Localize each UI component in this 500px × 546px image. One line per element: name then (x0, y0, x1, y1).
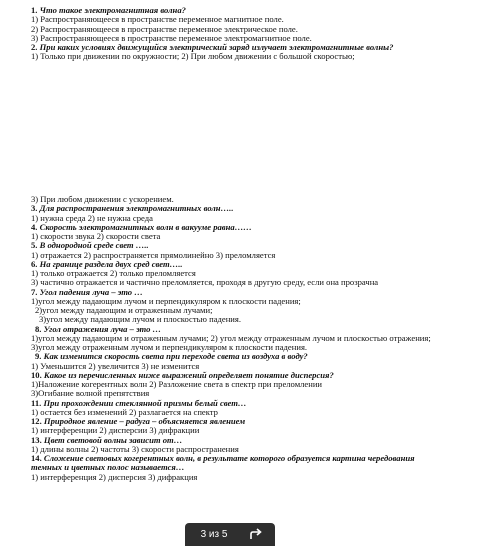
answer-line (31, 445, 494, 454)
question-text: Как изменится скорость света при переходе света из воздуха в воду? (43, 352, 308, 362)
answer-line (31, 408, 494, 417)
answer-line (31, 380, 494, 389)
answer-text: 2)угол между падающим и отраженным лучами; (35, 306, 213, 315)
answer-line (31, 362, 494, 371)
question-text: Угол падения луча – это … (39, 287, 143, 297)
answer-line (31, 195, 494, 204)
question-line (31, 436, 494, 445)
question-number: 12. (31, 417, 42, 426)
answer-line (31, 52, 494, 61)
question-number: 13. (31, 435, 42, 445)
answer-text: 1) нужна среда 2) не нужна среда (31, 213, 153, 223)
answer-line (31, 343, 494, 352)
question-number: 4. (31, 222, 38, 232)
question-text: На границе раздела двух сред свет….. (39, 259, 183, 269)
answer-line (31, 251, 494, 260)
question-number: 1. (31, 6, 38, 15)
question-line (31, 223, 494, 232)
answer-line (31, 232, 494, 241)
answer-text: 1) Распространяющееся в пространстве переменное магнитное поле. (31, 15, 284, 25)
question-text: Скорость электромагнитных волн в вакууме равна…… (39, 222, 252, 232)
question-line (31, 43, 494, 52)
question-text: В однородной среде свет ….. (39, 241, 149, 251)
question-number: 8. (35, 324, 42, 334)
question-text: При прохождении стеклянной призмы белый свет… (43, 398, 247, 408)
answer-line (31, 306, 494, 315)
question-text: Что такое электромагнитная волна? (39, 6, 186, 15)
question-number: 10. (31, 370, 42, 380)
questions-top-fragment (31, 6, 494, 62)
question-line (31, 463, 494, 472)
question-line (31, 352, 494, 361)
question-line (31, 371, 494, 380)
question-text: Сложение световых когерентных волн, в результате которого образуется картина чередования (43, 454, 415, 463)
answer-text: 1) отражается 2) распространяется прямолинейно 3) преломляется (31, 250, 276, 260)
answer-text: 1) длины волны 2) частоты 3) скорости распространения (31, 444, 239, 454)
answer-line (31, 315, 494, 324)
answer-line (31, 297, 494, 306)
question-line (31, 204, 494, 213)
answer-text: 3) При любом движении с ускорением. (31, 195, 174, 204)
answer-line (31, 426, 494, 435)
answer-line (31, 334, 494, 343)
answer-text: 1)угол между падающим и отраженным лучами; 2) угол между отраженным лучом и плоскостью отражения; (31, 333, 431, 343)
question-number: 9. (35, 352, 42, 362)
answer-line (31, 269, 494, 278)
answer-line (31, 15, 494, 24)
question-number: 7. (31, 287, 38, 297)
question-text: Цвет световой волны зависит от… (43, 435, 183, 445)
question-text: Угол отражения луча – это … (43, 324, 162, 334)
question-number: 11. (31, 398, 42, 408)
answer-text: 1)угол между падающим лучом и перпендикуляром к плоскости падения; (31, 296, 301, 306)
question-line (31, 6, 494, 15)
answer-text: 1) скорости звука 2) скорости света (31, 232, 161, 241)
question-number: 3. (31, 204, 38, 214)
question-text: Природное явление – радуга – объясняется явлением (43, 417, 246, 426)
image-viewer-bar (185, 523, 275, 546)
question-text: Какое из перечисленных ниже выражений определяет понятие дисперсия? (43, 370, 334, 380)
answer-text: 1) интерференции 2) дисперсии 3) дифракции (31, 426, 200, 436)
question-line (31, 241, 494, 250)
answer-line (31, 389, 494, 398)
question-line (31, 399, 494, 408)
answer-line (31, 25, 494, 34)
answer-line (31, 473, 494, 482)
answer-line (31, 278, 494, 287)
answer-text: 1) только отражается 2) только преломляется (31, 269, 196, 278)
question-line (31, 325, 494, 334)
question-line (31, 288, 494, 297)
answer-text: 1) Только при движении по окружности; 2) При любом движении с большой скоростью; (31, 52, 355, 62)
answer-text: 3)угол между падающим лучом и плоскостью падения. (39, 315, 242, 325)
answer-text: 1) Уменьшится 2) увеличится 3) не изменится (31, 361, 200, 371)
answer-text: 1) интерференция 2) дисперсия 3) дифракция (31, 472, 198, 482)
answer-text: 1) остается без изменений 2) разлагается на спектр (31, 407, 218, 417)
question-line (31, 454, 494, 463)
question-text: Для распространения электромагнитных волн….. (39, 204, 234, 214)
answer-text: 3)угол между отраженным лучом и перпендикуляром к плоскости падения. (31, 343, 308, 352)
question-text: При каких условиях движущийся электрический заряд излучает электромагнитные волны? (39, 43, 394, 52)
answer-text: 1)Наложение когерентных волн 2) Разложение света в спектр при преломлении (31, 380, 323, 389)
question-number: 14. (31, 454, 42, 463)
answer-text: 3)Огибание волной препятствия (31, 389, 150, 399)
answer-text: 3) Распространяющееся в пространстве переменное электромагнитное поле. (31, 33, 312, 43)
answer-text: 3) частично отражается и частично преломляется, проходя в другую среду, если она прозрачна (31, 278, 379, 288)
answer-line (31, 34, 494, 43)
answer-line (31, 214, 494, 223)
question-line (31, 417, 494, 426)
questions-bottom-fragment (31, 195, 494, 482)
question-number: 2. (31, 43, 38, 52)
answer-text: 2) Распространяющееся в пространстве переменное электрическое поле. (31, 24, 298, 34)
share-arrow-icon[interactable] (249, 527, 264, 542)
question-text: темных и цветных полос называется… (31, 463, 185, 473)
page-counter: 3 из 5 (200, 529, 228, 540)
question-number: 6. (31, 259, 38, 269)
question-line (31, 260, 494, 269)
question-number: 5. (31, 241, 38, 251)
